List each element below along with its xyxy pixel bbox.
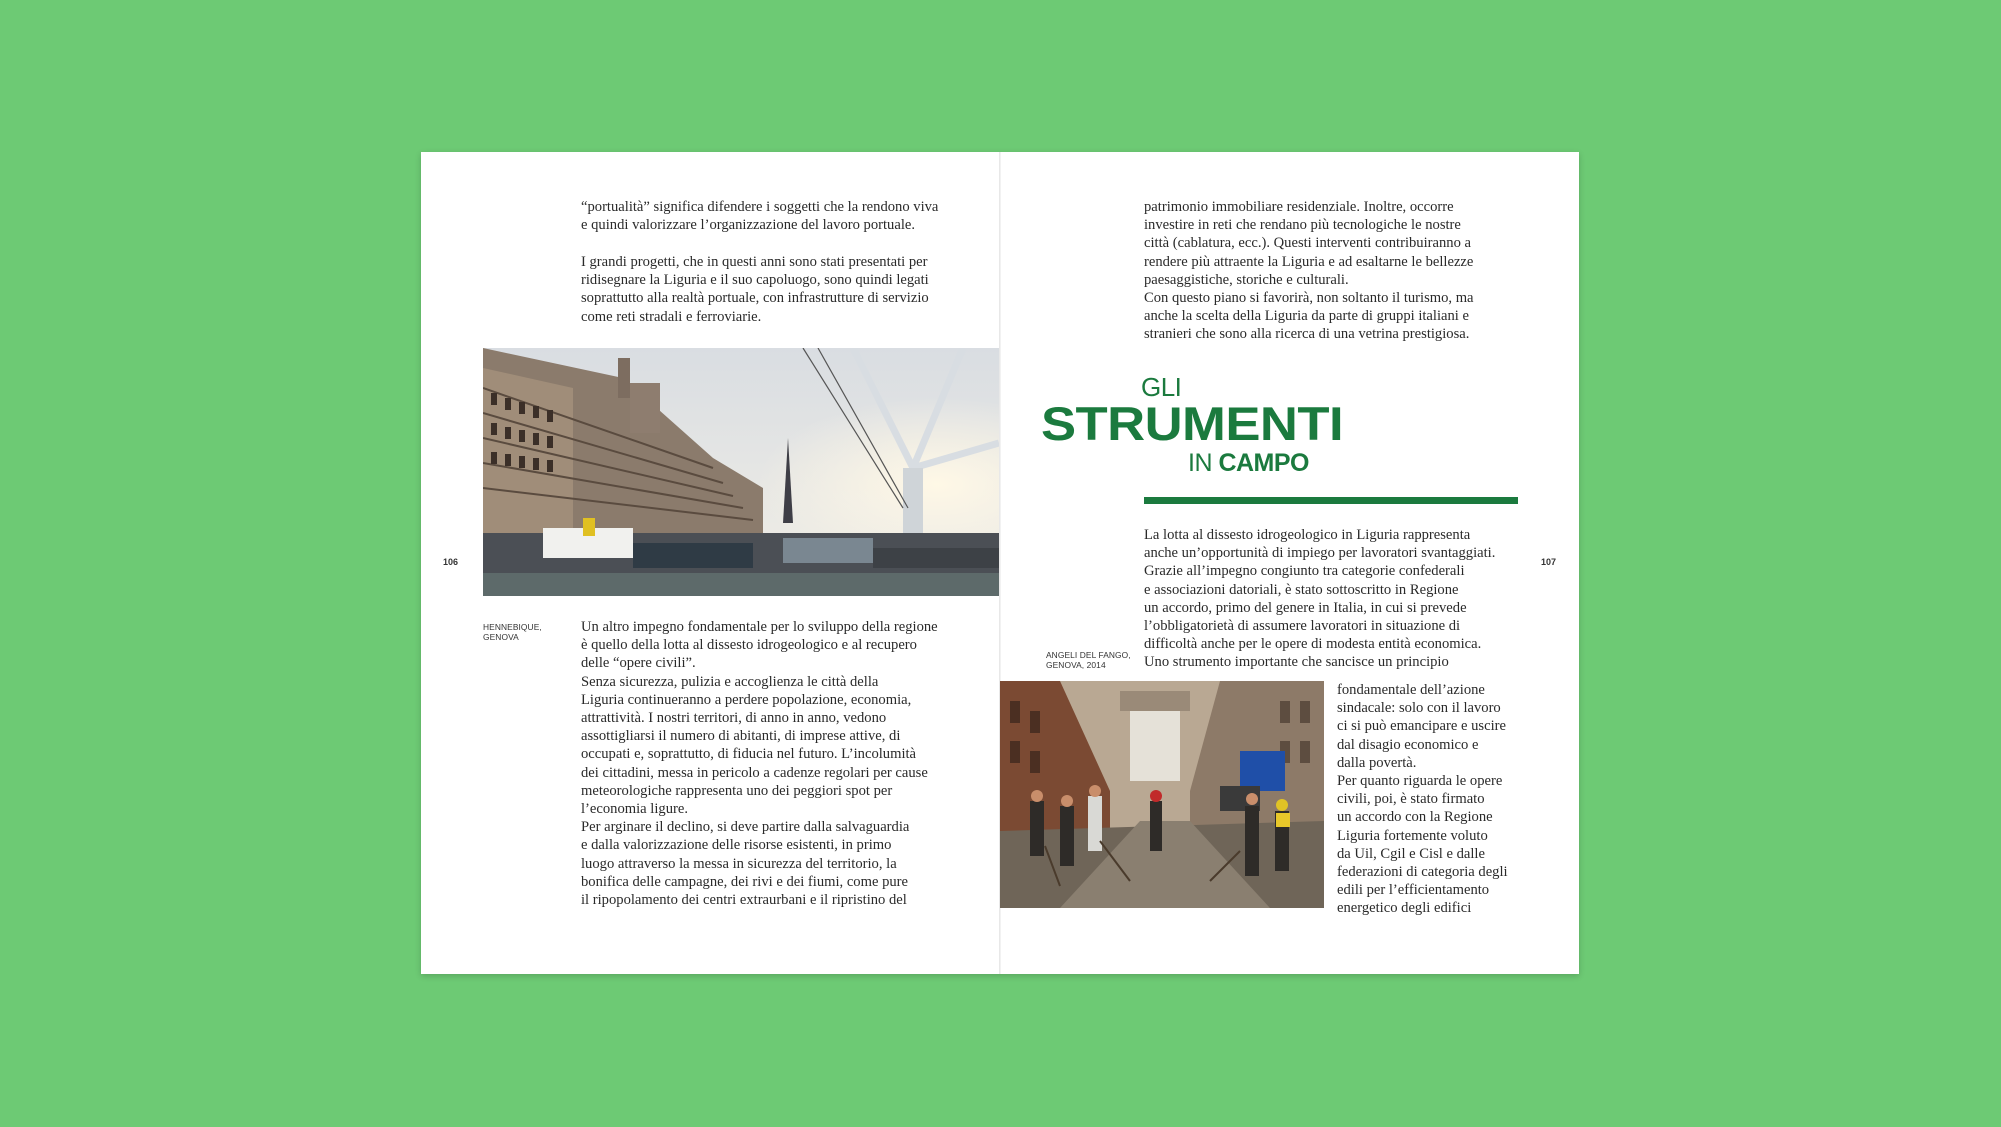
heading-gli: GLI: [1141, 372, 1182, 402]
right-paragraph-2: La lotta al dissesto idrogeologico in Liguria rappresenta anche un’opportunità di impiego per lavoratori svantaggiati. Grazie all’impegno congiunto tra categorie confederali e associazioni datoriali, è stato sottoscritto in Regione un accordo, primo del genere in Italia, in cui si prevede l’obbligatorietà di assumere lavoratori in situazione di difficoltà anche per le opere di modesta entità economica. Uno strumento importante che sancisce un principio: [1144, 527, 1496, 671]
hennebique-photo: [483, 348, 999, 596]
heading-campo: CAMPO: [1218, 449, 1310, 477]
page-number-right: 107: [1541, 557, 1557, 567]
magazine-spread: [421, 152, 1579, 974]
left-paragraph-3: Un altro impegno fondamentale per lo sviluppo della regione è quello della lotta al dissesto idrogeologico e al recupero delle “opere civili”. Senza sicurezza, pulizia e accoglienza le città della Liguria continueranno a perdere popolazione, economia, attrattività. I nostri territori, di anno in anno, vedono assottigliarsi il numero di abitanti, di imprese attive, di occupati e, soprattutto, di fiducia nel futuro. L’incolumità dei cittadini, messa in pericolo a cadenze regolari per cause meteorologiche rappresenta uno dei peggiori spot per l’economia ligure. Per arginare il declino, si deve partire dalla salvaguardia e dalla valorizzazione delle risorse esistenti, in primo luogo attraverso la messa in sicurezza del territorio, la bonifica delle campagne, dei rivi e dei fiumi, come pure il ripopolamento dei centri extraurbani e il ripristino del: [581, 619, 938, 909]
heading-rule: [1144, 497, 1518, 504]
right-paragraph-1: patrimonio immobiliare residenziale. Inoltre, occorre investire in reti che rendano più tecnologiche le nostre città (cablatura, ecc.). Questi interventi contribuiranno a rendere più attraente la Liguria e ad esaltarne le bellezze paesaggistiche, storiche e culturali. Con questo piano si favorirà, non soltanto il turismo, ma anche la scelta della Liguria da parte di gruppi italiani e stranieri che sono alla ricerca di una vetrina prestigiosa.: [1144, 199, 1474, 343]
hennebique-photo-image: [483, 348, 999, 596]
angeli-del-fango-photo: [1000, 681, 1324, 908]
left-paragraph-1: “portualità” significa difendere i soggetti che la rendono viva e quindi valorizzare l’organizzazione del lavoro portuale.: [581, 199, 939, 234]
heading-strumenti: STRUMENTI: [1041, 397, 1344, 450]
angeli-del-fango-photo-image: [1000, 681, 1324, 908]
right-paragraph-3: fondamentale dell’azione sindacale: solo con il lavoro ci si può emancipare e uscire dal disagio economico e dalla povertà. Per quanto riguarda le opere civili, poi, è stato firmato un accordo con la Regione Liguria fortemente voluto da Uil, Cgil e Cisl e dalle federazioni di categoria degli edili per l’efficientamento energetico degli edifici: [1337, 682, 1508, 917]
heading-in: IN: [1188, 449, 1212, 477]
hennebique-caption: HENNEBIQUE, GENOVA: [483, 622, 542, 642]
angeli-caption: ANGELI DEL FANGO, GENOVA, 2014: [1046, 650, 1131, 670]
page-number-left: 106: [443, 557, 459, 567]
left-paragraph-2: I grandi progetti, che in questi anni sono stati presentati per ridisegnare la Liguria e il suo capoluogo, sono quindi legati soprattutto alla realtà portuale, con infrastrutture di servizio come reti stradali e ferroviarie.: [581, 254, 929, 325]
heading-in-campo: [1188, 449, 1309, 478]
